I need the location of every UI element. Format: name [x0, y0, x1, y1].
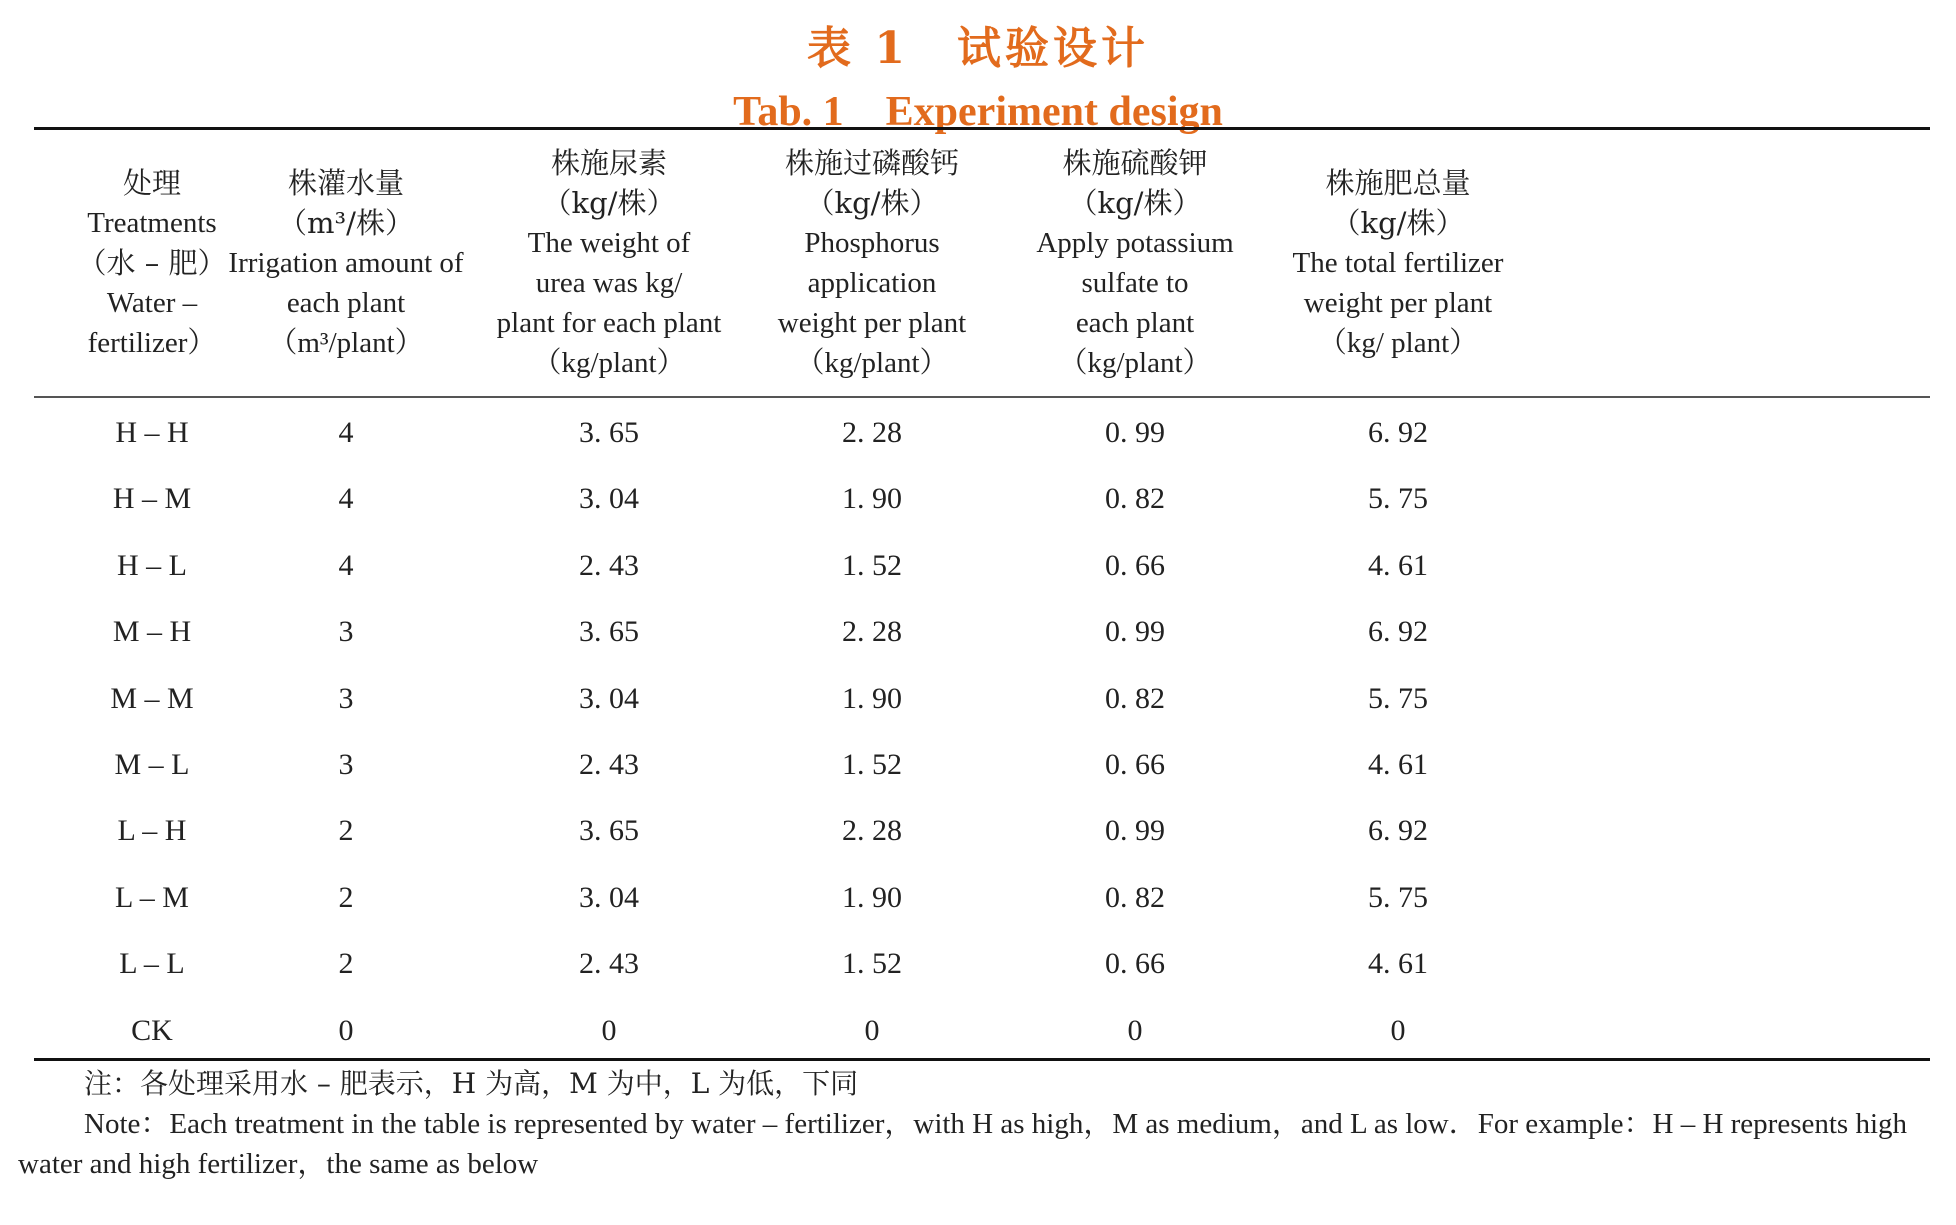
cell-total-fertilizer: 4. 61	[1368, 747, 1428, 781]
cell-phosphate: 1. 90	[842, 681, 902, 715]
cell-total-fertilizer: 0	[1390, 1013, 1406, 1047]
cell-phosphate: 1. 90	[842, 880, 902, 914]
cell-potassium: 0	[1127, 1013, 1143, 1047]
header-line: each plant	[1075, 307, 1195, 339]
cell-urea: 0	[601, 1013, 617, 1047]
table-header-row	[34, 132, 1930, 394]
table-top-rule	[34, 127, 1930, 130]
cell-treatment: M – L	[114, 747, 190, 781]
header-line: each plant	[286, 287, 406, 319]
cell-potassium: 0. 82	[1105, 681, 1165, 715]
cell-treatment: L – L	[119, 947, 185, 981]
cell-total-fertilizer: 5. 75	[1368, 880, 1428, 914]
cell-treatment: M – H	[112, 615, 192, 649]
cell-potassium: 0. 82	[1105, 880, 1165, 914]
header-line: Phosphorus	[804, 227, 940, 259]
cell-potassium: 0. 82	[1105, 482, 1165, 516]
cell-irrigation: 3	[338, 747, 354, 781]
header-line: Water –	[106, 287, 198, 319]
table-row	[34, 533, 1930, 599]
cell-total-fertilizer: 5. 75	[1368, 681, 1428, 715]
cell-irrigation: 0	[338, 1013, 354, 1047]
cell-total-fertilizer: 6. 92	[1368, 615, 1428, 649]
header-total-fertilizer	[1248, 132, 1548, 394]
cell-irrigation: 4	[338, 482, 354, 516]
table-header-rule	[34, 396, 1930, 398]
header-line: The weight of	[527, 227, 691, 259]
cell-irrigation: 2	[338, 947, 354, 981]
header-line: （kg/株）	[805, 186, 939, 220]
header-line: application	[807, 267, 937, 299]
cell-phosphate: 1. 52	[842, 947, 902, 981]
cell-treatment: CK	[131, 1013, 173, 1047]
cell-total-fertilizer: 6. 92	[1368, 814, 1428, 848]
header-phosphate	[732, 132, 1012, 394]
cell-urea: 2. 43	[579, 548, 639, 582]
cell-phosphate: 1. 90	[842, 482, 902, 516]
cell-treatment: H – L	[117, 548, 187, 582]
header-line: 株施尿素	[550, 146, 667, 180]
cell-urea: 3. 65	[579, 416, 639, 449]
table-row	[34, 931, 1930, 997]
cell-irrigation: 2	[338, 880, 354, 914]
cell-potassium: 0. 99	[1105, 416, 1165, 449]
header-line: fertilizer）	[87, 327, 217, 359]
table-row	[34, 466, 1930, 532]
cell-phosphate: 2. 28	[842, 416, 902, 449]
header-line: 株灌水量	[287, 166, 404, 200]
cell-urea: 3. 04	[579, 880, 639, 914]
cell-potassium: 0. 66	[1105, 548, 1165, 582]
header-line: sulfate to	[1081, 267, 1189, 299]
table-title-chinese: 表 1 试验设计	[807, 23, 1149, 74]
cell-treatment: L – M	[115, 880, 189, 914]
table-row	[34, 599, 1930, 665]
cell-irrigation: 3	[338, 681, 354, 715]
cell-irrigation: 4	[338, 416, 354, 449]
header-line: 株施过磷酸钙	[784, 146, 959, 180]
cell-phosphate: 2. 28	[842, 814, 902, 848]
cell-total-fertilizer: 4. 61	[1368, 947, 1428, 981]
header-line: （kg/ plant）	[1317, 327, 1479, 359]
header-irrigation	[196, 132, 496, 394]
cell-irrigation: 3	[338, 615, 354, 649]
cell-phosphate: 2. 28	[842, 615, 902, 649]
cell-phosphate: 1. 52	[842, 548, 902, 582]
cell-potassium: 0. 66	[1105, 947, 1165, 981]
cell-urea: 3. 65	[579, 615, 639, 649]
cell-urea: 3. 04	[579, 681, 639, 715]
cell-phosphate: 0	[864, 1013, 880, 1047]
header-line: （水 – 肥）	[77, 246, 227, 280]
header-line: Irrigation amount of	[228, 247, 464, 279]
header-line: urea was kg/	[535, 267, 683, 299]
table-bottom-rule	[34, 1058, 1930, 1061]
cell-urea: 3. 65	[579, 814, 639, 848]
cell-phosphate: 1. 52	[842, 747, 902, 781]
table-note-english: Note：Each treatment in the table is represented by water – fertilizer，with H as high，M as medium，and L as low．For example：H – H represents high water and high fertilizer，the same as below	[18, 1108, 1908, 1180]
cell-urea: 2. 43	[579, 947, 639, 981]
header-line: Treatments	[87, 207, 217, 239]
cell-irrigation: 2	[338, 814, 354, 848]
cell-treatment: M – M	[110, 681, 194, 715]
header-line: Apply potassium	[1036, 227, 1234, 259]
cell-irrigation: 4	[338, 548, 354, 582]
header-line: （m³/株）	[278, 206, 414, 240]
header-line: 处理	[122, 166, 181, 200]
header-potassium	[1000, 132, 1270, 394]
table-row	[34, 798, 1930, 864]
cell-potassium: 0. 99	[1105, 615, 1165, 649]
header-line: 株施硫酸钾	[1062, 146, 1208, 180]
cell-urea: 3. 04	[579, 482, 639, 516]
cell-potassium: 0. 99	[1105, 814, 1165, 848]
header-line: （kg/株）	[1331, 206, 1465, 240]
cell-urea: 2. 43	[579, 747, 639, 781]
cell-total-fertilizer: 5. 75	[1368, 482, 1428, 516]
cell-treatment: H – H	[115, 416, 189, 449]
header-line: weight per plant	[1303, 287, 1493, 319]
header-line: plant for each plant	[496, 307, 722, 339]
header-line: （kg/plant）	[1058, 347, 1212, 379]
header-line: （kg/株）	[1068, 186, 1202, 220]
cell-total-fertilizer: 6. 92	[1368, 416, 1428, 449]
cell-treatment: H – M	[112, 482, 192, 516]
header-line: 株施肥总量	[1325, 166, 1471, 200]
table-title-english: Tab. 1 Experiment design	[733, 89, 1223, 135]
header-line: （kg/plant）	[532, 347, 686, 379]
table-row	[34, 666, 1930, 732]
table-row	[34, 998, 1930, 1064]
header-line: weight per plant	[777, 307, 967, 339]
table-row	[34, 400, 1930, 466]
header-urea	[464, 132, 754, 394]
header-line: （kg/株）	[542, 186, 676, 220]
table-row	[34, 865, 1930, 931]
header-line: The total fertilizer	[1292, 247, 1504, 279]
cell-treatment: L – H	[117, 814, 187, 848]
cell-total-fertilizer: 4. 61	[1368, 548, 1428, 582]
table-note-chinese: 注：各处理采用水 – 肥表示，H 为高，M 为中，L 为低，下同	[84, 1067, 859, 1100]
table-row	[34, 732, 1930, 798]
cell-potassium: 0. 66	[1105, 747, 1165, 781]
header-line: （kg/plant）	[795, 347, 949, 379]
table-body	[34, 400, 1930, 1064]
header-line: （m³/plant）	[268, 327, 424, 359]
